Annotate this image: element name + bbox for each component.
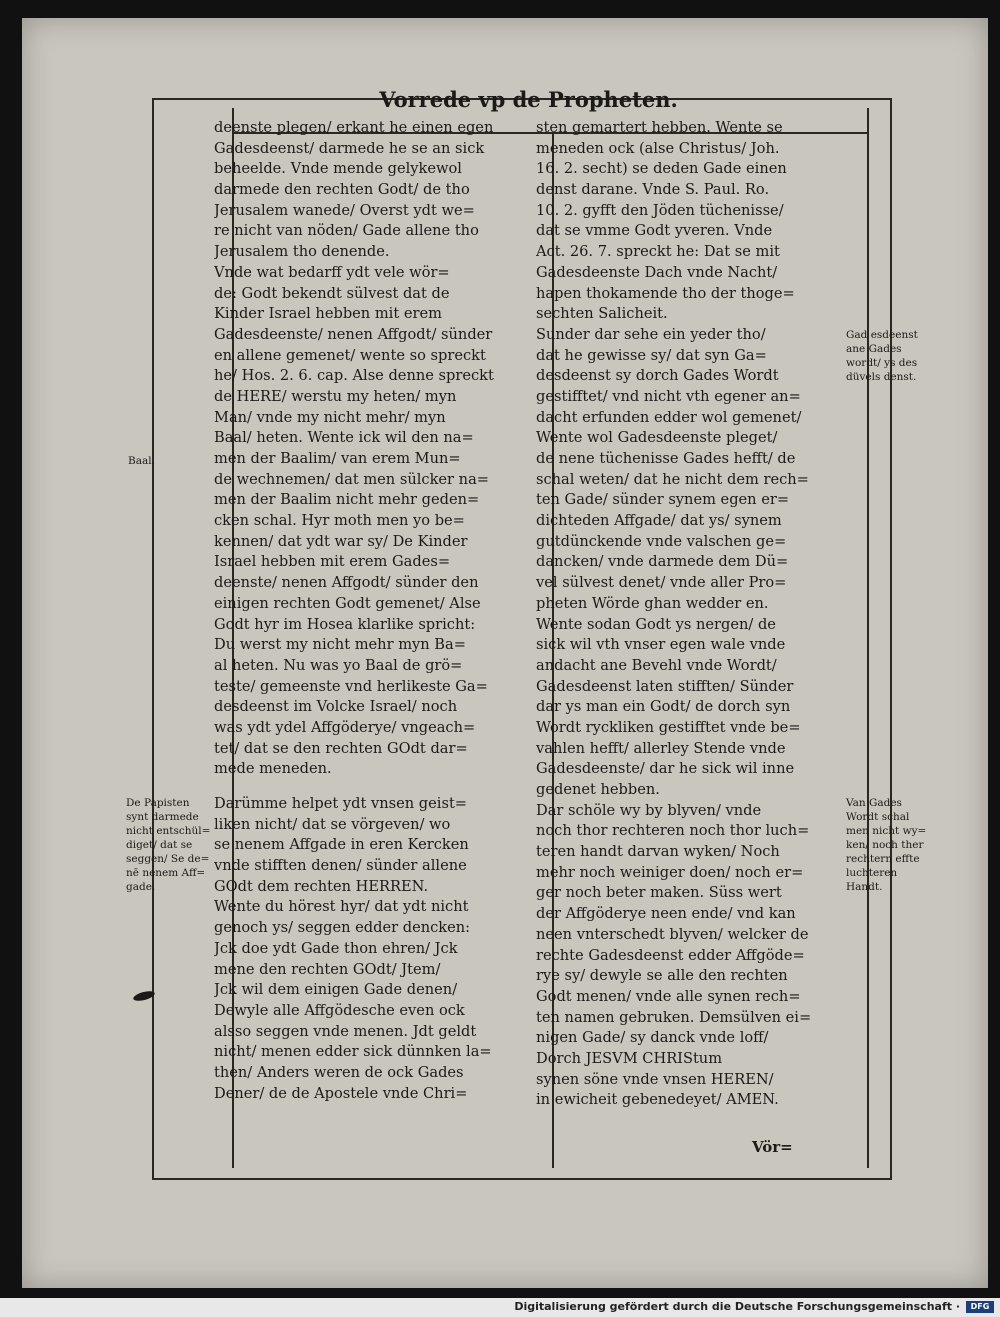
text-line: genoch ys/ seggen edder dencken:: [214, 919, 471, 937]
text-line: dat he gewisse sy/ dat syn Ga=: [536, 346, 767, 364]
text-line: vel sülvest denet/ vnde aller Pro=: [536, 574, 787, 592]
text-line: in ewicheit gebenedeyet/ AMEN.: [536, 1091, 779, 1109]
text-line: Wente du hörest hyr/ dat ydt nicht: [214, 898, 469, 916]
text-line: then/ Anders weren de ock Gades: [214, 1063, 464, 1081]
text-line: al heten. Nu was yo Baal de grö=: [214, 656, 463, 674]
text-line: Gadesdeenste/ dar he sick wil inne: [536, 760, 795, 778]
text-line: Godt hyr im Hosea klarlike spricht:: [214, 615, 476, 633]
text-line: liken nicht/ dat se vörgeven/ wo: [214, 815, 451, 833]
text-line: en allene gemenet/ wente so spreckt: [214, 346, 486, 364]
text-line: rye sy/ dewyle se alle den rechten: [536, 967, 788, 985]
text-line: sick wil vth vnser egen wale vnde: [536, 636, 786, 654]
ink-blot-mark: [132, 990, 156, 1002]
text-line: nicht/ menen edder sick dünnken la=: [214, 1043, 492, 1061]
text-line: Jck wil dem einigen Gade denen/: [214, 981, 458, 999]
text-line: men der Baalim nicht mehr geden=: [214, 491, 480, 509]
text-line: Sunder dar sehe ein yeder tho/: [536, 325, 766, 343]
text-line: Gadesdeenste Dach vnde Nacht/: [536, 263, 778, 281]
text-line: Dar schöle wy by blyven/ vnde: [536, 801, 762, 819]
text-line: sten gemartert hebben. Wente se: [536, 119, 783, 136]
text-line: GOdt dem rechten HERREN.: [214, 877, 429, 895]
text-line: deenste plegen/ erkant he einen egen: [214, 119, 494, 136]
note-line: nē nenem Aff=: [126, 867, 206, 879]
text-line: hapen thokamende tho der thoge=: [536, 284, 795, 302]
text-line: gutdünckende vnde valschen ge=: [536, 532, 787, 550]
marginal-note-papisten: [126, 796, 210, 894]
text-line: schal weten/ dat he nicht dem rech=: [536, 470, 809, 488]
text-line: de HERE/ werstu my heten/ myn: [214, 387, 457, 405]
text-line: ger noch beter maken. Süss wert: [536, 884, 782, 902]
text-line: Gadesdeenst/ darmede he se an sick: [214, 139, 485, 157]
text-line: dacht erfunden edder wol gemenet/: [536, 408, 802, 426]
text-line: mene den rechten GOdt/ Jtem/: [214, 960, 441, 978]
text-line: denst darane. Vnde S. Paul. Ro.: [536, 181, 770, 199]
text-line: rechte Gadesdeenst edder Affgöde=: [536, 946, 805, 964]
text-line: dancken/ vnde darmede dem Dü=: [536, 553, 789, 571]
note-line: men nicht wy=: [846, 825, 927, 837]
text-line: se nenem Affgade in eren Kercken: [214, 836, 469, 854]
text-line: Wente wol Gadesdeenste pleget/: [536, 429, 778, 447]
note-line: De Papisten: [126, 797, 190, 809]
note-line: wordt/ ys des: [846, 357, 918, 369]
text-line: he/ Hos. 2. 6. cap. Alse denne spreckt: [214, 367, 494, 385]
text-line: mede meneden.: [214, 760, 332, 778]
dfg-logo: DFG: [966, 1301, 994, 1313]
text-line: men der Baalim/ van erem Mun=: [214, 450, 461, 467]
text-line: de wechnemen/ dat men sülcker na=: [214, 470, 489, 488]
right-text-column: [536, 118, 842, 1148]
text-line: de: Godt bekendt sülvest dat de: [214, 284, 450, 302]
catchword: Vör=: [752, 1138, 793, 1156]
text-line: Kinder Israel hebben mit erem: [214, 305, 442, 323]
text-line: einigen rechten Godt gemenet/ Alse: [214, 594, 481, 612]
text-line: andacht ane Bevehl vnde Wordt/: [536, 656, 777, 674]
text-line: Du werst my nicht mehr myn Ba=: [214, 636, 466, 654]
footer-bar: [0, 1298, 1000, 1317]
note-line: nicht entschül=: [126, 825, 211, 837]
text-line: tet/ dat se den rechten GOdt dar=: [214, 739, 468, 757]
text-line: ten Gade/ sünder synem egen er=: [536, 491, 790, 509]
note-line: düvels denst.: [846, 371, 917, 383]
text-line: Jerusalem wanede/ Overst ydt we=: [214, 201, 475, 219]
note-line: Wordt schal: [846, 811, 910, 823]
text-line: [214, 780, 526, 794]
text-line: sechten Salicheit.: [536, 305, 668, 323]
text-line: Darümme helpet ydt vnsen geist=: [214, 795, 468, 812]
text-line: Dener/ de de Apostele vnde Chri=: [214, 1084, 468, 1102]
text-line: alsso seggen vnde menen. Jdt geldt: [214, 1022, 477, 1040]
text-line: Act. 26. 7. spreckt he: Dat se mit: [536, 243, 780, 261]
note-line: seggen/ Se de=: [126, 853, 210, 865]
text-line: synen söne vnde vnsen HEREN/: [536, 1070, 774, 1088]
text-line: Jerusalem tho denende.: [214, 243, 390, 261]
note-line: Baal.: [128, 455, 155, 467]
text-line: darmede den rechten Godt/ de tho: [214, 181, 470, 199]
text-line: noch thor rechteren noch thor luch=: [536, 822, 810, 840]
text-line: neen vnterschedt blyven/ welcker de: [536, 925, 809, 943]
text-line: meneden ock (alse Christus/ Joh.: [536, 139, 780, 157]
text-line: desdeenst sy dorch Gades Wordt: [536, 367, 779, 385]
frame-right-outer-rule: [890, 98, 892, 1180]
text-line: vnde stifften denen/ sünder allene: [214, 857, 467, 875]
text-line: Wente sodan Godt ys nergen/ de: [536, 615, 776, 633]
text-line: kennen/ dat ydt war sy/ De Kinder: [214, 532, 468, 550]
text-line: ten namen gebruken. Demsülven ei=: [536, 1008, 812, 1026]
text-line: Dewyle alle Affgödesche even ock: [214, 1001, 465, 1019]
text-line: teren handt darvan wyken/ Noch: [536, 843, 780, 861]
text-line: gedenet hebben.: [536, 781, 660, 798]
text-line: Gadesdeenst laten stifften/ Sünder: [536, 677, 794, 695]
left-text-column: [214, 118, 526, 1148]
text-line: 16. 2. secht) se deden Gade einen: [536, 160, 787, 178]
note-line: ane Gades: [846, 343, 902, 355]
text-line: gestifftet/ vnd nicht vth egener an=: [536, 387, 801, 405]
text-line: desdeenst im Volcke Israel/ noch: [214, 698, 458, 716]
text-line: teste/ gemeenste vnd herlikeste Ga=: [214, 677, 488, 695]
text-line: Israel hebben mit erem Gades=: [214, 553, 451, 571]
text-line: pheten Wörde ghan wedder en.: [536, 594, 769, 612]
note-line: gade.: [126, 881, 156, 893]
text-line: mehr noch weiniger doen/ noch er=: [536, 863, 804, 881]
text-line: Wordt ryckliken gestifftet vnde be=: [536, 718, 801, 736]
text-line: dar ys man ein Godt/ de dorch syn: [536, 698, 791, 716]
text-line: Gadesdeenste/ nenen Affgodt/ sünder: [214, 325, 493, 343]
note-line: rechtern effte: [846, 853, 920, 865]
note-line: Gad esdeenst: [846, 329, 918, 341]
running-head: Vorrede vp de Propheten.: [379, 87, 678, 112]
frame-left-outer-rule: [152, 98, 154, 1180]
note-line: luchteren: [846, 867, 898, 879]
text-line: beheelde. Vnde mende gelykewol: [214, 160, 462, 178]
note-line: synt darmede: [126, 811, 199, 823]
text-line: Dorch JESVM CHRIStum: [536, 1049, 723, 1067]
text-line: dichteden Affgade/ dat ys/ synem: [536, 512, 782, 530]
note-line: Handt.: [846, 881, 883, 893]
note-line: ken/ noch ther: [846, 839, 924, 851]
text-line: der Affgöderye neen ende/ vnd kan: [536, 905, 796, 923]
text-line: cken schal. Hyr moth men yo be=: [214, 512, 465, 530]
text-line: re nicht van nöden/ Gade allene tho: [214, 222, 479, 240]
marginal-note-van-gades: [846, 796, 926, 894]
note-line: diget/ dat se: [126, 839, 193, 851]
text-line: was ydt ydel Affgöderye/ vngeach=: [214, 718, 476, 736]
text-line: de nene tüchenisse Gades hefft/ de: [536, 450, 796, 467]
text-line: 10. 2. gyfft den Jöden tüchenisse/: [536, 201, 784, 219]
note-line: Van Gades: [846, 797, 902, 809]
text-line: Man/ vnde my nicht mehr/ myn: [214, 408, 446, 426]
text-line: vahlen hefft/ allerley Stende vnde: [536, 739, 786, 757]
text-line: deenste/ nenen Affgodt/ sünder den: [214, 574, 479, 592]
text-line: Godt menen/ vnde alle synen rech=: [536, 987, 801, 1005]
text-line: dat se vmme Godt yveren. Vnde: [536, 222, 773, 240]
text-line: Jck doe ydt Gade thon ehren/ Jck: [214, 939, 458, 957]
frame-bottom-rule: [152, 1178, 892, 1180]
text-line: nigen Gade/ sy danck vnde loff/: [536, 1029, 769, 1047]
column-rule-right: [867, 108, 869, 1168]
text-line: Baal/ heten. Wente ick wil den na=: [214, 429, 474, 447]
footer-credit: Digitalisierung gefördert durch die Deutsche Forschungsgemeinschaft ·: [514, 1300, 960, 1313]
marginal-note-gadesdeenst: [846, 328, 918, 384]
text-line: Vnde wat bedarff ydt vele wör=: [214, 263, 450, 281]
marginal-note-baal: [128, 454, 155, 468]
